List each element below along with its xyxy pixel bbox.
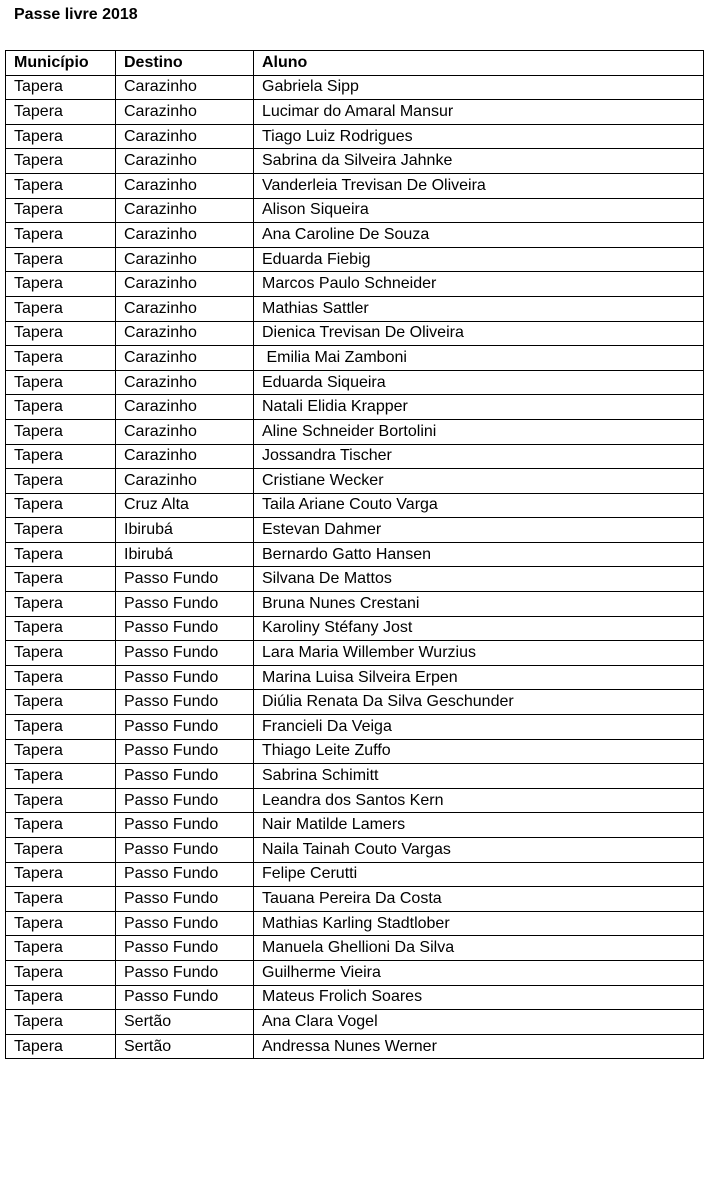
table-row [6,788,704,813]
aluno-cell: Mathias Sattler [254,296,704,321]
table-body [6,75,704,1059]
destino-cell: Passo Fundo [116,813,254,838]
municipio-cell: Tapera [6,690,116,715]
table-row [6,936,704,961]
table-row [6,764,704,789]
destino-cell: Carazinho [116,419,254,444]
table-header-row [6,51,704,76]
municipio-cell: Tapera [6,124,116,149]
aluno-cell: Diúlia Renata Da Silva Geschunder [254,690,704,715]
table-row [6,862,704,887]
aluno-cell: Ana Clara Vogel [254,1010,704,1035]
aluno-cell: Ana Caroline De Souza [254,223,704,248]
aluno-cell: Marina Luisa Silveira Erpen [254,665,704,690]
destino-cell: Passo Fundo [116,665,254,690]
aluno-cell: Felipe Cerutti [254,862,704,887]
table-row [6,444,704,469]
municipio-cell: Tapera [6,493,116,518]
table-row [6,395,704,420]
municipio-cell: Tapera [6,272,116,297]
aluno-cell: Sabrina da Silveira Jahnke [254,149,704,174]
aluno-cell: Gabriela Sipp [254,75,704,100]
destino-cell: Carazinho [116,469,254,494]
municipio-cell: Tapera [6,567,116,592]
destino-cell: Carazinho [116,321,254,346]
municipio-cell: Tapera [6,616,116,641]
destino-cell: Carazinho [116,395,254,420]
table-row [6,469,704,494]
aluno-cell: Eduarda Siqueira [254,370,704,395]
table-row [6,813,704,838]
destino-cell: Passo Fundo [116,911,254,936]
municipio-cell: Tapera [6,247,116,272]
aluno-cell: Emilia Mai Zamboni [254,346,704,371]
aluno-cell: Karoliny Stéfany Jost [254,616,704,641]
table-row [6,321,704,346]
destino-cell: Carazinho [116,223,254,248]
aluno-cell: Naila Tainah Couto Vargas [254,838,704,863]
table-row [6,739,704,764]
municipio-cell: Tapera [6,813,116,838]
municipio-cell: Tapera [6,764,116,789]
student-pass-table [5,50,704,1059]
municipio-cell: Tapera [6,542,116,567]
destino-cell: Passo Fundo [116,567,254,592]
destino-cell: Passo Fundo [116,764,254,789]
table-row [6,296,704,321]
table-row [6,346,704,371]
destino-cell: Cruz Alta [116,493,254,518]
destino-cell: Passo Fundo [116,960,254,985]
aluno-cell: Nair Matilde Lamers [254,813,704,838]
municipio-cell: Tapera [6,173,116,198]
municipio-cell: Tapera [6,321,116,346]
municipio-cell: Tapera [6,641,116,666]
aluno-cell: Silvana De Mattos [254,567,704,592]
destino-cell: Passo Fundo [116,985,254,1010]
destino-cell: Carazinho [116,247,254,272]
table-row [6,223,704,248]
destino-cell: Carazinho [116,75,254,100]
aluno-cell: Sabrina Schimitt [254,764,704,789]
aluno-cell: Cristiane Wecker [254,469,704,494]
destino-cell: Passo Fundo [116,887,254,912]
table-row [6,887,704,912]
municipio-cell: Tapera [6,419,116,444]
municipio-cell: Tapera [6,592,116,617]
municipio-cell: Tapera [6,715,116,740]
table-row [6,985,704,1010]
municipio-cell: Tapera [6,887,116,912]
table-row [6,567,704,592]
aluno-cell: Alison Siqueira [254,198,704,223]
destino-cell: Passo Fundo [116,788,254,813]
table-row [6,838,704,863]
table-row [6,690,704,715]
table-row [6,715,704,740]
table-row [6,272,704,297]
aluno-cell: Tiago Luiz Rodrigues [254,124,704,149]
table-row [6,493,704,518]
aluno-cell: Bernardo Gatto Hansen [254,542,704,567]
aluno-cell: Thiago Leite Zuffo [254,739,704,764]
aluno-cell: Eduarda Fiebig [254,247,704,272]
table-row [6,198,704,223]
aluno-cell: Taila Ariane Couto Varga [254,493,704,518]
table-row [6,665,704,690]
municipio-cell: Tapera [6,862,116,887]
aluno-cell: Estevan Dahmer [254,518,704,543]
aluno-cell: Aline Schneider Bortolini [254,419,704,444]
destino-cell: Carazinho [116,173,254,198]
aluno-cell: Lucimar do Amaral Mansur [254,100,704,125]
aluno-cell: Guilherme Vieira [254,960,704,985]
aluno-cell: Marcos Paulo Schneider [254,272,704,297]
table-row [6,1034,704,1059]
municipio-cell: Tapera [6,1010,116,1035]
destino-cell: Passo Fundo [116,838,254,863]
destino-cell: Carazinho [116,149,254,174]
aluno-cell: Mateus Frolich Soares [254,985,704,1010]
aluno-cell: Andressa Nunes Werner [254,1034,704,1059]
municipio-cell: Tapera [6,149,116,174]
aluno-cell: Dienica Trevisan De Oliveira [254,321,704,346]
municipio-cell: Tapera [6,296,116,321]
table-row [6,1010,704,1035]
aluno-cell: Jossandra Tischer [254,444,704,469]
destino-cell: Passo Fundo [116,936,254,961]
header-municipio: Município [6,51,116,76]
destino-cell: Carazinho [116,198,254,223]
table-row [6,419,704,444]
destino-cell: Passo Fundo [116,862,254,887]
destino-cell: Carazinho [116,370,254,395]
aluno-cell: Bruna Nunes Crestani [254,592,704,617]
table-row [6,100,704,125]
municipio-cell: Tapera [6,1034,116,1059]
municipio-cell: Tapera [6,911,116,936]
aluno-cell: Manuela Ghellioni Da Silva [254,936,704,961]
table-row [6,542,704,567]
destino-cell: Ibirubá [116,542,254,567]
destino-cell: Passo Fundo [116,690,254,715]
destino-cell: Passo Fundo [116,616,254,641]
municipio-cell: Tapera [6,985,116,1010]
table-row [6,911,704,936]
table-row [6,370,704,395]
destino-cell: Carazinho [116,346,254,371]
table-row [6,149,704,174]
table-row [6,247,704,272]
aluno-cell: Francieli Da Veiga [254,715,704,740]
municipio-cell: Tapera [6,444,116,469]
destino-cell: Passo Fundo [116,641,254,666]
municipio-cell: Tapera [6,960,116,985]
municipio-cell: Tapera [6,198,116,223]
table-row [6,641,704,666]
municipio-cell: Tapera [6,395,116,420]
aluno-cell: Lara Maria Willember Wurzius [254,641,704,666]
destino-cell: Carazinho [116,100,254,125]
table-row [6,592,704,617]
table-row [6,616,704,641]
header-destino: Destino [116,51,254,76]
destino-cell: Passo Fundo [116,592,254,617]
destino-cell: Sertão [116,1010,254,1035]
destino-cell: Carazinho [116,124,254,149]
aluno-cell: Leandra dos Santos Kern [254,788,704,813]
municipio-cell: Tapera [6,469,116,494]
document-title: Passe livre 2018 [14,6,138,23]
municipio-cell: Tapera [6,518,116,543]
municipio-cell: Tapera [6,788,116,813]
destino-cell: Passo Fundo [116,715,254,740]
table-row [6,124,704,149]
municipio-cell: Tapera [6,936,116,961]
municipio-cell: Tapera [6,739,116,764]
municipio-cell: Tapera [6,838,116,863]
table-row [6,173,704,198]
municipio-cell: Tapera [6,223,116,248]
aluno-cell: Natali Elidia Krapper [254,395,704,420]
table-row [6,518,704,543]
header-aluno: Aluno [254,51,704,76]
municipio-cell: Tapera [6,100,116,125]
municipio-cell: Tapera [6,75,116,100]
aluno-cell: Tauana Pereira Da Costa [254,887,704,912]
municipio-cell: Tapera [6,346,116,371]
municipio-cell: Tapera [6,665,116,690]
destino-cell: Passo Fundo [116,739,254,764]
aluno-cell: Vanderleia Trevisan De Oliveira [254,173,704,198]
destino-cell: Carazinho [116,272,254,297]
destino-cell: Ibirubá [116,518,254,543]
table-row [6,75,704,100]
table-row [6,960,704,985]
destino-cell: Carazinho [116,296,254,321]
aluno-cell: Mathias Karling Stadtlober [254,911,704,936]
destino-cell: Carazinho [116,444,254,469]
destino-cell: Sertão [116,1034,254,1059]
municipio-cell: Tapera [6,370,116,395]
